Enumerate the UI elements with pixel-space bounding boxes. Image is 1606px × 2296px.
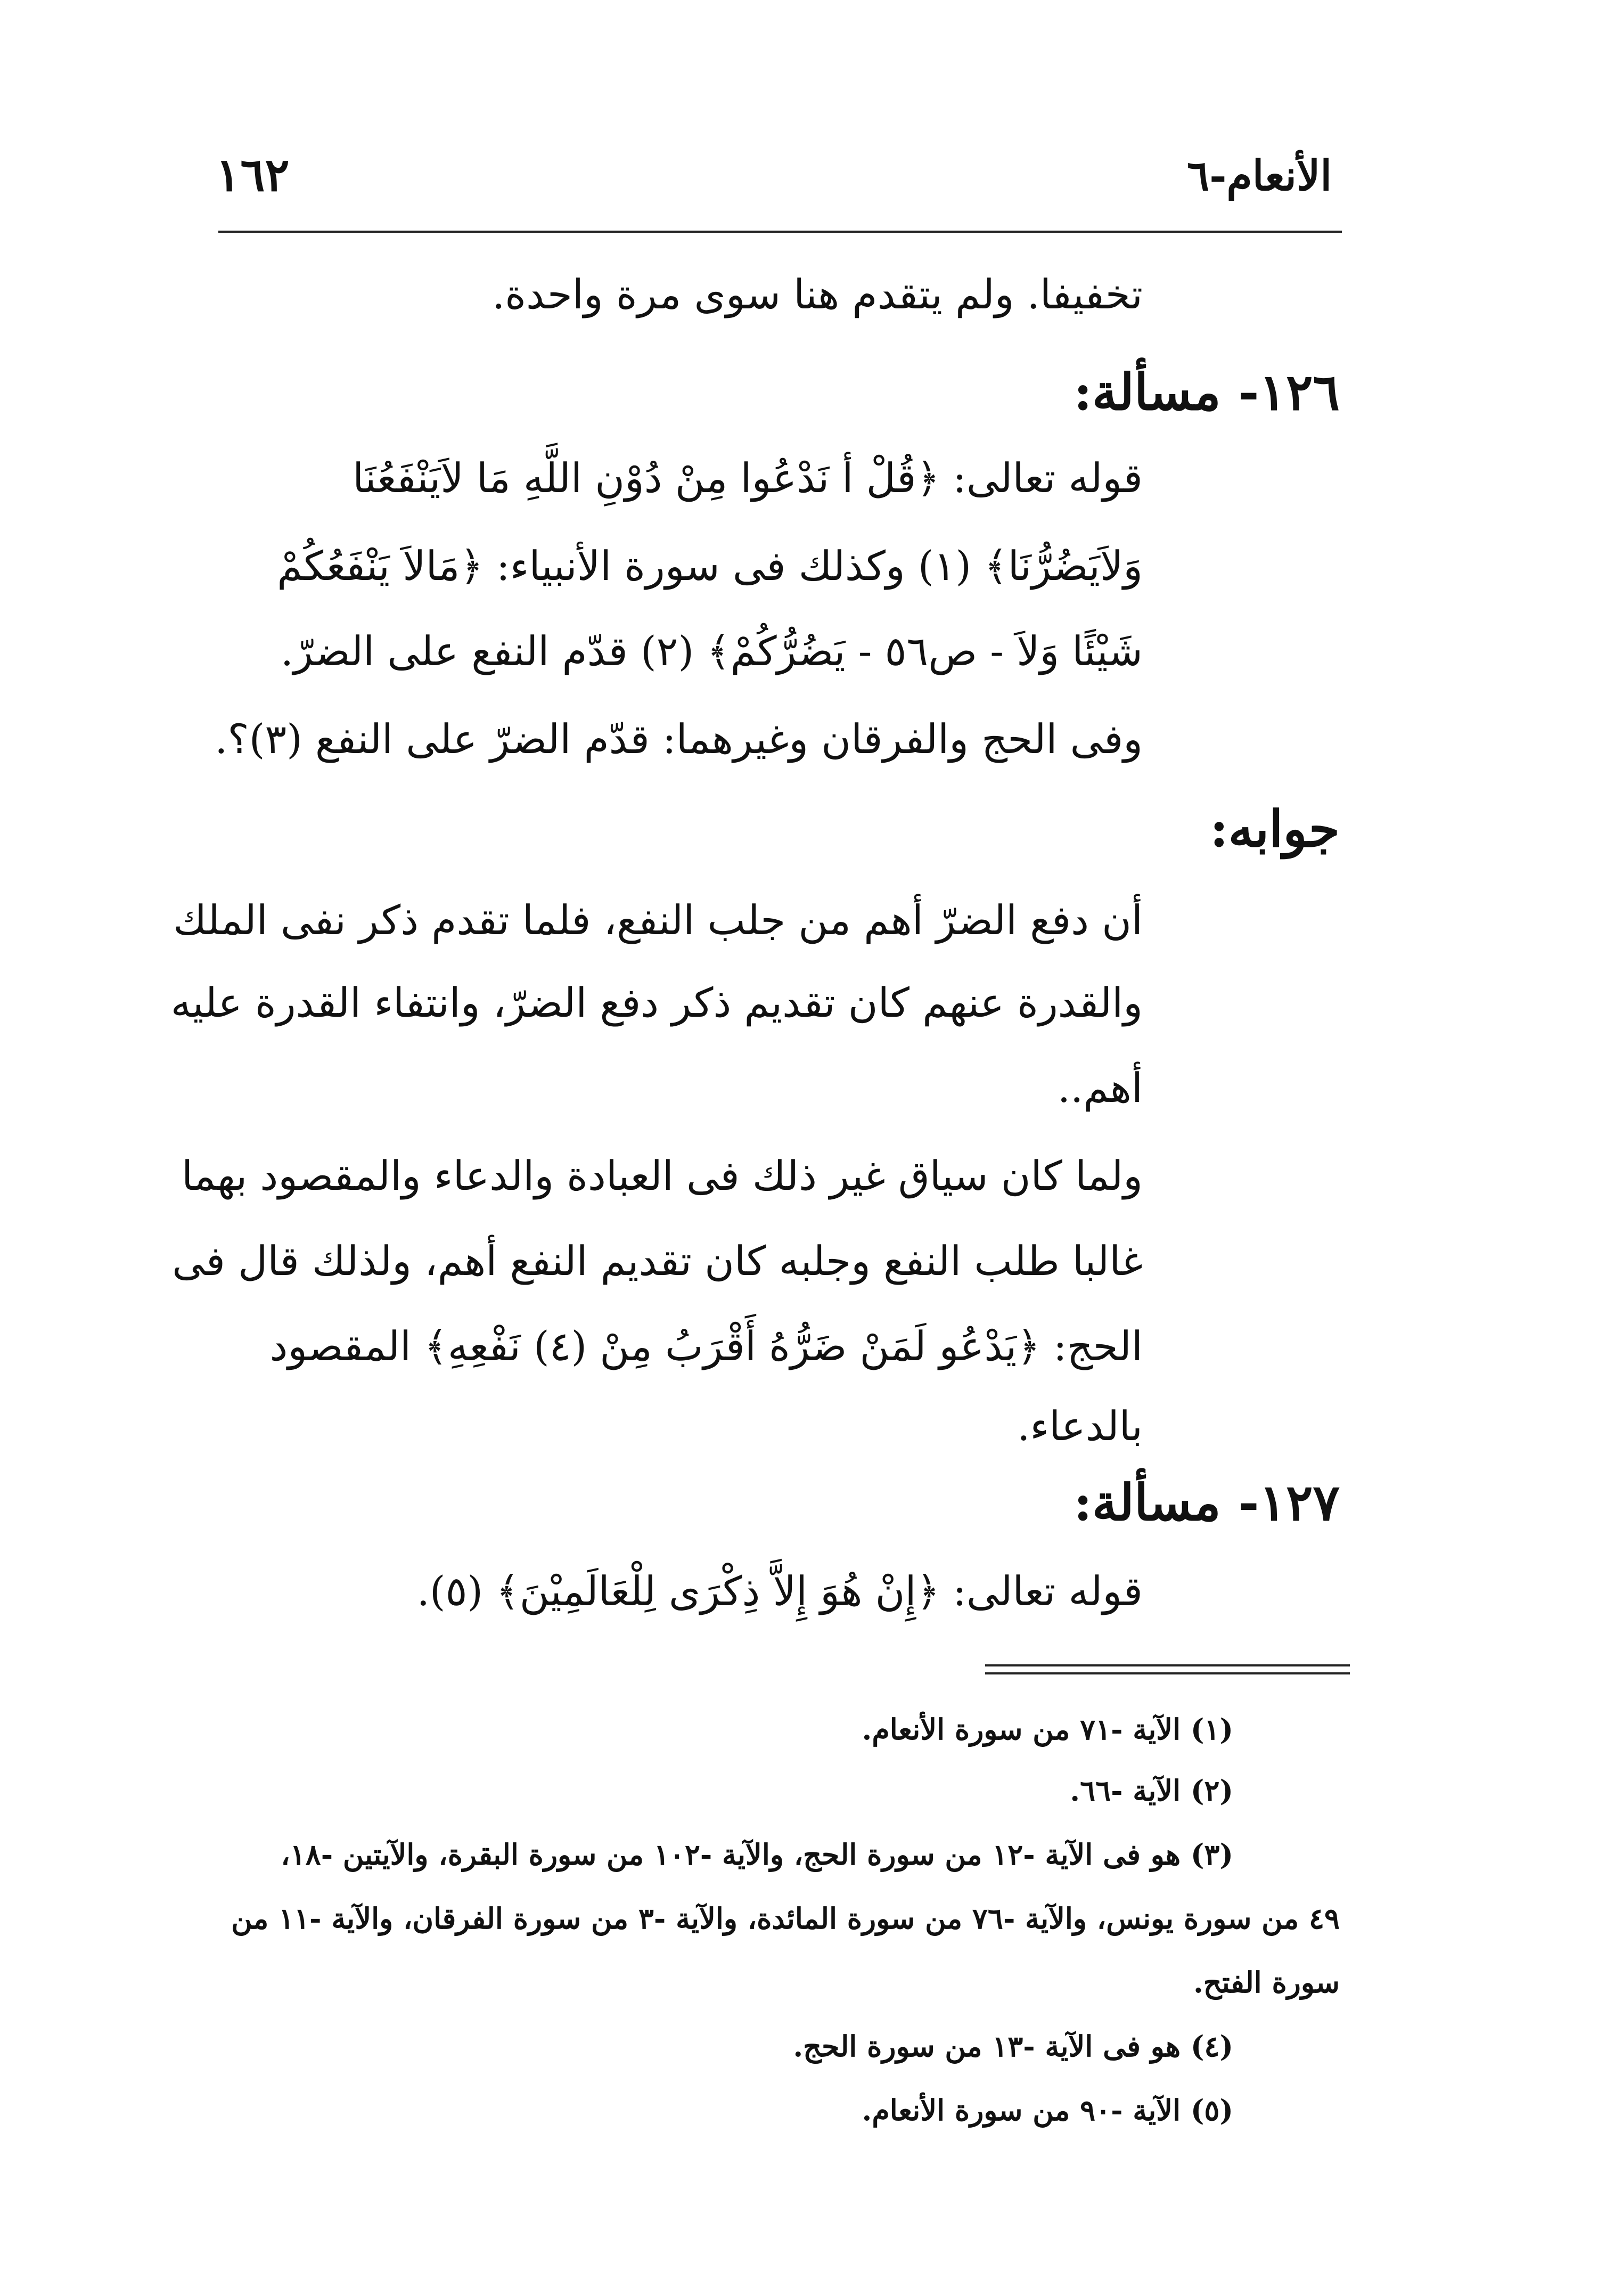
answer-line: أن دفع الضرّ أهم من جلب النفع، فلما تقدم ذكر نفى الملك xyxy=(173,896,1143,944)
answer-line: غالبا طلب النفع وجلبه كان تقديم النفع أهم، ولذلك قال فى xyxy=(172,1237,1143,1285)
footnote: (٤) هو فى الآية -١٣ من سورة الحج. xyxy=(793,2029,1233,2063)
question-line: شَيْئًا وَلاَ - ص٥٦ - يَضُرُّكُمْ﴾ (٢) قدّم النفع على الضرّ. xyxy=(280,627,1143,675)
answer-line: بالدعاء. xyxy=(1017,1402,1143,1450)
chapter-title: الأنعام-٦ xyxy=(1187,152,1332,200)
body-line: تخفيفا. ولم يتقدم هنا سوى مرة واحدة. xyxy=(492,271,1143,318)
footnote: (٥) الآية -٩٠ من سورة الأنعام. xyxy=(862,2093,1233,2127)
question-line: وَلاَيَضُرُّنَا﴾ (١) وكذلك فى سورة الأنبياء: ﴿مَالاَ يَنْفَعُكُمْ xyxy=(277,542,1143,590)
footnote-divider xyxy=(985,1672,1350,1674)
question-line: قوله تعالى: ﴿إِنْ هُوَ إِلاَّ ذِكْرَى لِلْعَالَمِيْنَ﴾ (٥). xyxy=(416,1567,1143,1615)
question-line: قوله تعالى: ﴿قُلْ أ نَدْعُوا مِنْ دُوْنِ اللَّهِ مَا لاَيَنْفَعُنَا xyxy=(353,454,1143,502)
footnote: (١) الآية -٧١ من سورة الأنعام. xyxy=(862,1712,1233,1746)
header-divider xyxy=(218,231,1342,233)
page-number: ١٦٢ xyxy=(216,148,290,202)
footnote: ٤٩ من سورة يونس، والآية -٧٦ من سورة المائدة، والآية -٣ من سورة الفرقان، والآية -١١ من xyxy=(231,1901,1340,1935)
question-line: وفى الحج والفرقان وغيرهما: قدّم الضرّ على النفع (٣)؟. xyxy=(215,715,1143,763)
footnote: (٣) هو فى الآية -١٢ من سورة الحج، والآية -١٠٢ من سورة البقرة، والآيتين -١٨، xyxy=(281,1837,1233,1872)
section-heading-126: ١٢٦- مسألة: xyxy=(1074,363,1340,422)
footnote: (٢) الآية -٦٦. xyxy=(1070,1774,1233,1808)
answer-line: أهم.. xyxy=(1057,1064,1143,1112)
footnote: سورة الفتح. xyxy=(1193,1965,1340,1999)
footnote-divider xyxy=(985,1664,1350,1666)
answer-label: جوابه: xyxy=(1209,800,1340,859)
answer-line: ولما كان سياق غير ذلك فى العبادة والدعاء والمقصود بهما xyxy=(181,1152,1143,1199)
answer-line: الحج: ﴿يَدْعُو لَمَنْ ضَرُّهُ أَقْرَبُ مِنْ (٤) نَفْعِهِ﴾ المقصود xyxy=(269,1322,1143,1370)
section-heading-127: ١٢٧- مسألة: xyxy=(1074,1474,1340,1532)
answer-line: والقدرة عنهم كان تقديم ذكر دفع الضرّ، وانتفاء القدرة عليه xyxy=(170,979,1143,1026)
